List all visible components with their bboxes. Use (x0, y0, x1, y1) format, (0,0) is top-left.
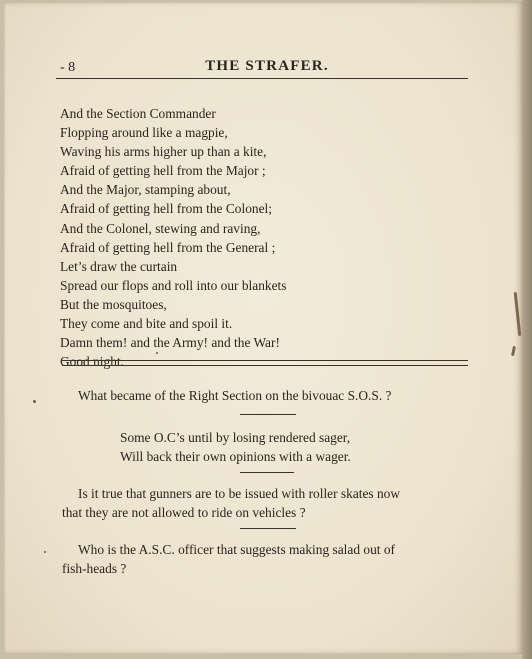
separator-rule (240, 414, 296, 415)
question-right-section: What became of the Right Section on the bivouac S.O.S. ? (78, 388, 392, 403)
page-number: - 8 (60, 60, 76, 75)
verse-line: Some O.C’s until by losing rendered sager, (120, 430, 351, 445)
poem-line: Afraid of getting hell from the Colonel; (60, 201, 272, 217)
separator-rule (240, 528, 296, 529)
poem-line: Afraid of getting hell from the General ; (60, 239, 276, 255)
poem-line: Spread our flops and roll into our blankets (60, 277, 287, 293)
poem-line: Good night. (60, 354, 124, 370)
poem-line: Let’s draw the curtain (60, 258, 178, 274)
header-rule (56, 78, 468, 79)
section-double-rule (62, 360, 468, 366)
poem-line: Waving his arms higher up than a kite, (60, 144, 267, 160)
poem-line: Afraid of getting hell from the Major ; (60, 163, 266, 179)
page-header (56, 58, 468, 78)
poem (60, 104, 460, 371)
poem-line: Flopping around like a magpie, (60, 125, 228, 141)
poem-line: They come and bite and spoil it. (60, 316, 233, 332)
ink-speck (44, 551, 46, 553)
poem-line: And the Major, stamping about, (60, 182, 231, 198)
poem-line: Damn them! and the Army! and the War! (60, 335, 280, 351)
verse-line: Will back their own opinions with a wager. (120, 449, 351, 464)
poem-line: And the Colonel, stewing and raving, (60, 220, 261, 236)
question-asc-officer-cont: fish-heads ? (62, 561, 127, 576)
question-asc-officer: Who is the A.S.C. officer that suggests making salad out of (78, 542, 395, 557)
running-title: THE STRAFER. (205, 58, 329, 74)
separator-rule (240, 472, 294, 473)
ink-speck (156, 352, 158, 354)
poem-line: But the mosquitoes, (60, 296, 167, 312)
question-roller-skates: Is it true that gunners are to be issued with roller skates now (78, 486, 401, 501)
book-spine-edge (522, 0, 532, 659)
poem-line: And the Section Commander (60, 106, 216, 121)
question-roller-skates-cont: that they are not allowed to ride on vehicles ? (62, 505, 306, 520)
ink-speck (33, 400, 36, 403)
